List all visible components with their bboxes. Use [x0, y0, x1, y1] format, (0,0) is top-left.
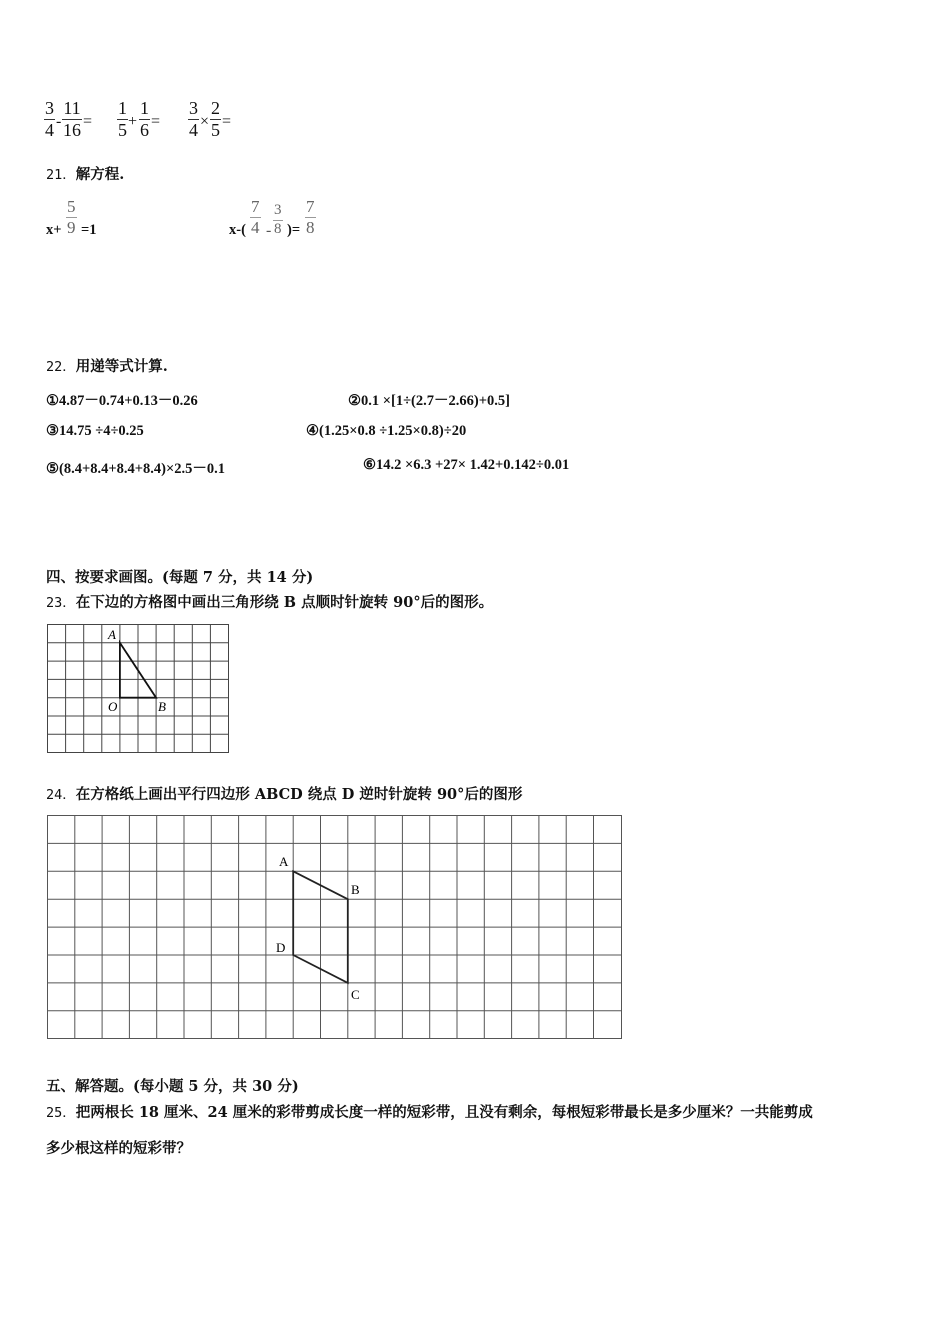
fraction: 1 5 [118, 98, 127, 140]
q22-item-6: ⑥14.2 ×6.3 +27× 1.42+0.142÷0.01 [363, 457, 570, 473]
q22-item-1: ①4.87－0.74+0.13－0.26 [46, 393, 198, 409]
label-d: D [276, 940, 286, 955]
eq2-left: x-( [229, 222, 246, 238]
eq2-close: )= [287, 222, 301, 238]
fraction: 11 16 [63, 98, 81, 140]
q24-grid [46, 814, 623, 1040]
fraction: 7 8 [306, 197, 315, 237]
section-5-heading: 五、解答题。(每小题 5 分，共 30 分) [46, 1078, 299, 1095]
fraction: 5 9 [67, 197, 76, 237]
label-a: A [279, 854, 289, 869]
q22-item-5: ⑤(8.4+8.4+8.4+8.4)×2.5－0.1 [46, 461, 225, 477]
label-a: A [108, 627, 116, 642]
label-c: C [351, 987, 360, 1002]
section-4-heading: 四、按要求画图。(每题 7 分，共 14 分) [46, 569, 314, 586]
fraction: 3 8 [274, 202, 282, 237]
minus-operator: - [56, 113, 62, 130]
fraction: 3 4 [45, 98, 54, 140]
equals-sign: = [151, 113, 161, 130]
q22-item-3: ③14.75 ÷4÷0.25 [46, 423, 144, 439]
fraction: 2 5 [211, 98, 220, 140]
q22-item-4: ④(1.25×0.8 ÷1.25×0.8)÷20 [306, 423, 467, 439]
fraction: 1 6 [140, 98, 149, 140]
eq1-right: =1 [81, 222, 97, 238]
q24-title: 24．在方格纸上画出平行四边形 ABCD 绕点 D 逆时针旋转 90°后的图形 [46, 786, 523, 803]
label-b: B [158, 699, 166, 714]
q23-title: 23．在下边的方格图中画出三角形绕 B 点顺时针旋转 90°后的图形。 [46, 594, 494, 611]
q22-title: 22．用递等式计算. [46, 358, 168, 375]
minus-operator: - [266, 222, 272, 239]
times-operator: × [200, 113, 210, 130]
equals-sign: = [222, 113, 232, 130]
plus-operator: + [128, 113, 138, 130]
label-o: O [108, 699, 118, 714]
fraction: 7 4 [251, 197, 260, 237]
q25-line-1: 25．把两根长 18 厘米、24 厘米的彩带剪成长度一样的短彩带，且没有剩余，每根短彩带最长是多少厘米？一共能剪成 [46, 1104, 813, 1121]
q23-grid [46, 623, 230, 755]
q21-title: 21．解方程. [46, 166, 125, 183]
eq1-left: x+ [46, 222, 62, 238]
fraction: 3 4 [189, 98, 198, 140]
q25-line-2: 多少根这样的短彩带？ [46, 1140, 191, 1157]
label-b: B [351, 882, 360, 897]
q22-item-2: ②0.1 ×[1÷(2.7－2.66)+0.5] [348, 393, 510, 409]
equals-sign: = [83, 113, 93, 130]
